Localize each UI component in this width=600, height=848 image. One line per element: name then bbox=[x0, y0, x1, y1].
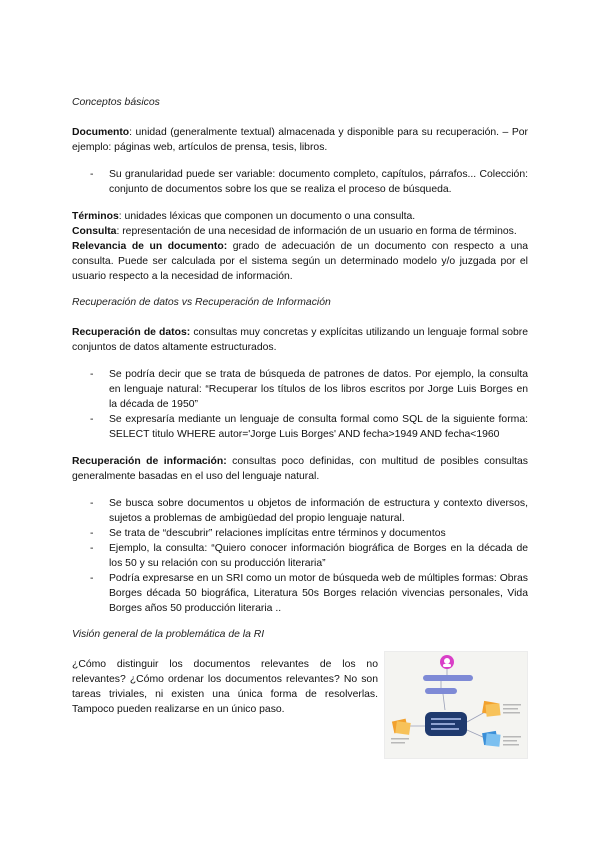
ri-diagram-illustration bbox=[385, 652, 527, 758]
document-page bbox=[72, 96, 528, 759]
ri-diagram-image bbox=[384, 651, 528, 759]
list-item: - Podría expresarse en un SRI como un motor de búsqueda web de múltiples formas: Obras Borges década 50 biográfica, Literatura 50s Borges relación vivencias personales, Vida Borges años 50 producción literaria .. bbox=[72, 571, 528, 616]
para-vision-general: ¿Cómo distinguir los documentos relevantes de los no relevantes? ¿Cómo ordenar los documentos relevantes? No son tareas triviales, ni existen una única forma de resolverlas. Tampoco pueden realizarse en un único paso. bbox=[72, 659, 378, 715]
term-consulta: Consulta bbox=[72, 226, 117, 237]
def-recuperacion-informacion: consultas poco definidas, con multitud de posibles consultas generalmente basadas en el uso del lenguaje natural. bbox=[72, 456, 528, 482]
def-documento: : unidad (generalmente textual) almacenada y disponible para su recuperación. – Por ejemplo: páginas web, artículos de prensa, tesis, libros. bbox=[72, 127, 528, 153]
para-recuperacion-informacion bbox=[72, 454, 528, 484]
para-consulta bbox=[72, 224, 528, 239]
para-terminos bbox=[72, 209, 528, 224]
list-item: - Se busca sobre documentos u objetos de información de estructura y contexto diversos, sujetos a problemas de ambigüedad del propio lenguaje natural. bbox=[72, 496, 528, 526]
term-documento: Documento bbox=[72, 127, 130, 138]
list-item: - Ejemplo, la consulta: “Quiero conocer información biográfica de Borges en la década de los 50 y su relación con su producción literaria” bbox=[72, 541, 528, 571]
list-recuperacion-datos bbox=[72, 367, 528, 442]
list-item: - Su granularidad puede ser variable: documento completo, capítulos, párrafos... Colección: conjunto de documentos sobre los que se realiza el proceso de búsqueda. bbox=[72, 167, 528, 197]
section-title-datos-vs-info: Recuperación de datos vs Recuperación de Información bbox=[72, 297, 331, 308]
para-recuperacion-datos bbox=[72, 325, 528, 355]
list-item: - Se expresaría mediante un lenguaje de consulta formal como SQL de la siguiente forma: SELECT titulo WHERE autor='Jorge Luis Borges' AND fecha>1949 AND fecha<1960 bbox=[72, 412, 528, 442]
list-documento bbox=[72, 167, 528, 197]
term-recuperacion-datos: Recuperación de datos: bbox=[72, 327, 191, 338]
list-recuperacion-informacion bbox=[72, 496, 528, 616]
section-title-vision-general: Visión general de la problemática de la RI bbox=[72, 629, 265, 640]
def-consulta: : representación de una necesidad de información de un usuario en forma de términos. bbox=[116, 226, 517, 237]
def-recuperacion-datos: consultas muy concretas y explícitas utilizando un lenguaje formal sobre conjuntos de datos altamente estructurados. bbox=[72, 327, 528, 353]
list-item: - Se podría decir que se trata de búsqueda de patrones de datos. Por ejemplo, la consulta en lenguaje natural: “Recuperar los títulos de los libros escritos por Jorge Luis Borges en la década de 1950” bbox=[72, 367, 528, 412]
section-title-conceptos: Conceptos básicos bbox=[72, 97, 160, 108]
para-relevancia bbox=[72, 239, 528, 284]
term-relevancia: Relevancia de un documento: bbox=[72, 241, 228, 252]
para-documento bbox=[72, 125, 528, 155]
def-terminos: : unidades léxicas que componen un documento o una consulta. bbox=[118, 211, 416, 222]
list-item: - Se trata de “descubrir” relaciones implícitas entre términos y documentos bbox=[72, 526, 528, 541]
def-relevancia: grado de adecuación de un documento con respecto a una consulta. Puede ser calculada por el sistema según un determinado modelo y/o juzgada por el usuario respecto a la necesidad de información. bbox=[72, 241, 529, 282]
term-terminos: Términos bbox=[72, 211, 119, 222]
term-recuperacion-informacion: Recuperación de información: bbox=[72, 456, 227, 467]
bottom-block bbox=[72, 657, 528, 759]
